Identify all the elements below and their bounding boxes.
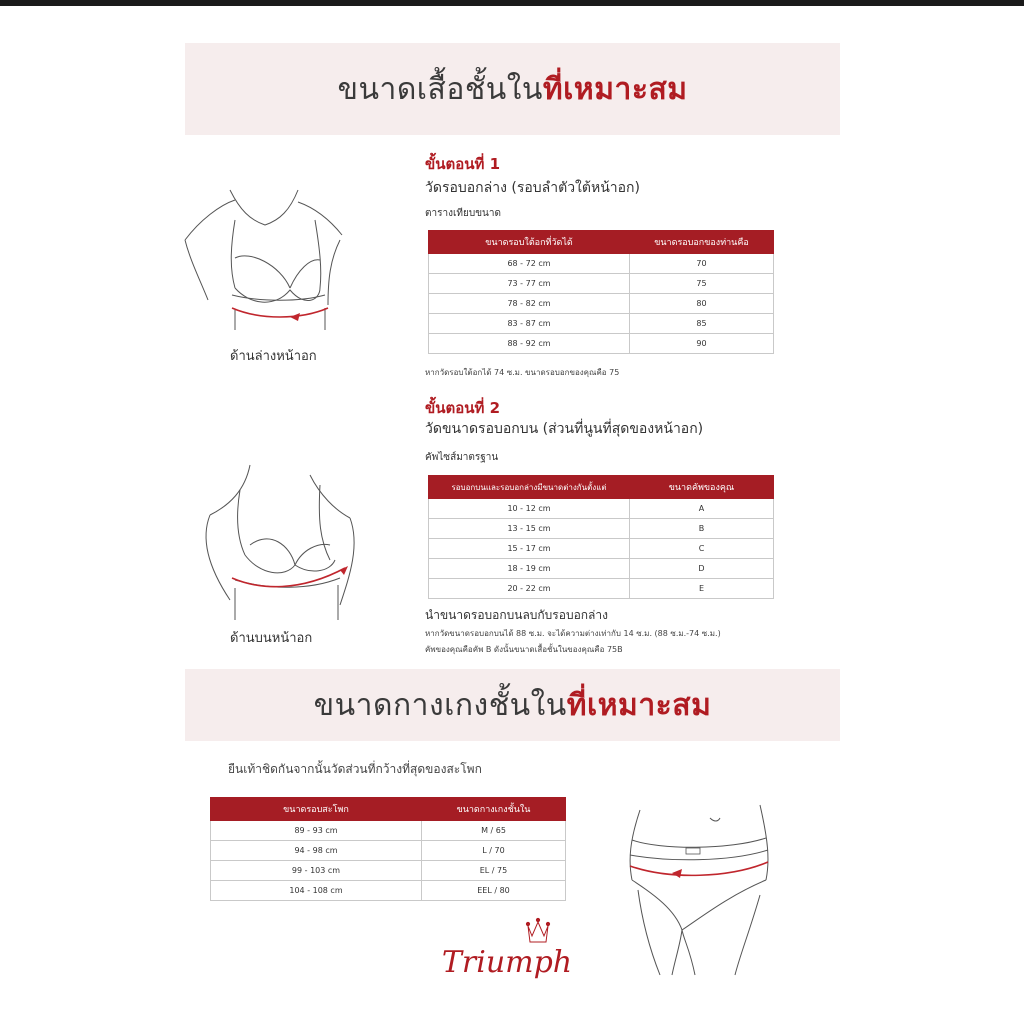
- table-cell: 104 - 108 cm: [211, 881, 422, 901]
- crown-icon: [526, 918, 549, 942]
- table-cell: 75: [630, 274, 774, 294]
- step2-note-title: นำขนาดรอบอกบนลบกับรอบอกล่าง: [425, 608, 608, 622]
- table-row: [211, 841, 566, 861]
- step1-note: หากวัดรอบใต้อกได้ 74 ซ.ม. ขนาดรอบอกของคุณคือ 75: [425, 368, 620, 377]
- table-cell: M / 65: [422, 821, 566, 841]
- table-cell: 10 - 12 cm: [429, 499, 630, 519]
- table-cell: 83 - 87 cm: [429, 314, 630, 334]
- table-header: ขนาดคัพของคุณ: [630, 476, 774, 499]
- table-cell: 89 - 93 cm: [211, 821, 422, 841]
- over-bust-caption: ด้านบนหน้าอก: [230, 631, 313, 646]
- table-cell: EEL / 80: [422, 881, 566, 901]
- table-cell: 18 - 19 cm: [429, 559, 630, 579]
- table-cell: 90: [630, 334, 774, 354]
- panty-banner-prefix: ขนาดกางเกงชั้นใน: [313, 687, 567, 723]
- table-row: [429, 519, 774, 539]
- panty-size-banner: [185, 669, 840, 741]
- table-cell: 85: [630, 314, 774, 334]
- brand-wordmark: Triumph: [441, 945, 573, 980]
- step2-note-line1: หากวัดขนาดรอบอกบนได้ 88 ซ.ม. จะได้ความต่างเท่ากับ 14 ซ.ม. (88 ซ.ม.-74 ซ.ม.): [425, 629, 721, 638]
- table-row: [429, 274, 774, 294]
- panty-measure-instruction: ยืนเท้าชิดกันจากนั้นวัดส่วนที่กว้างที่สุดของสะโพก: [228, 762, 482, 776]
- under-bust-illustration: [180, 180, 350, 340]
- table-cell: 94 - 98 cm: [211, 841, 422, 861]
- panty-banner-highlight: ที่เหมาะสม: [566, 687, 712, 723]
- table-header-row: [429, 231, 774, 254]
- table-row: [211, 881, 566, 901]
- step2-table-label: คัพไซส์มาตรฐาน: [425, 452, 499, 463]
- table-cell: 78 - 82 cm: [429, 294, 630, 314]
- bra-banner-highlight: ที่เหมาะสม: [542, 71, 688, 107]
- table-cell: 20 - 22 cm: [429, 579, 630, 599]
- table-cell: C: [630, 539, 774, 559]
- table-cell: B: [630, 519, 774, 539]
- table-cell: 73 - 77 cm: [429, 274, 630, 294]
- table-header: ขนาดรอบอกของท่านคือ: [630, 231, 774, 254]
- hip-size-table: [210, 797, 566, 901]
- table-cell: A: [630, 499, 774, 519]
- hip-illustration: [620, 800, 780, 980]
- step2-title: ขั้นตอนที่ 2: [425, 399, 501, 417]
- table-row: [211, 821, 566, 841]
- table-cell: EL / 75: [422, 861, 566, 881]
- table-cell: 99 - 103 cm: [211, 861, 422, 881]
- table-row: [429, 559, 774, 579]
- step2-subtitle: วัดขนาดรอบอกบน (ส่วนที่นูนที่สุดของหน้าอก): [425, 421, 704, 437]
- step2-note-line2: คัพของคุณคือคัพ B ดังนั้นขนาดเสื้อชั้นในของคุณคือ 75B: [425, 645, 623, 654]
- table-header: ขนาดกางเกงชั้นใน: [422, 798, 566, 821]
- table-row: [429, 539, 774, 559]
- bra-banner-prefix: ขนาดเสื้อชั้นใน: [337, 71, 543, 107]
- table-cell: D: [630, 559, 774, 579]
- table-cell: L / 70: [422, 841, 566, 861]
- band-size-table: [428, 230, 774, 354]
- table-header: ขนาดรอบสะโพก: [211, 798, 422, 821]
- under-bust-caption: ด้านล่างหน้าอก: [230, 349, 317, 364]
- step1-subtitle: วัดรอบอกล่าง (รอบลำตัวใต้หน้าอก): [425, 180, 640, 196]
- table-cell: E: [630, 579, 774, 599]
- table-row: [429, 334, 774, 354]
- table-cell: 68 - 72 cm: [429, 254, 630, 274]
- table-cell: 15 - 17 cm: [429, 539, 630, 559]
- step1-title: ขั้นตอนที่ 1: [425, 155, 501, 173]
- table-cell: 88 - 92 cm: [429, 334, 630, 354]
- table-header-row: [429, 476, 774, 499]
- top-border: [0, 0, 1024, 6]
- table-header: รอบอกบนและรอบอกล่างมีขนาดต่างกันตั้งแต่: [429, 476, 630, 499]
- table-row: [429, 254, 774, 274]
- over-bust-illustration: [190, 460, 365, 625]
- table-cell: 13 - 15 cm: [429, 519, 630, 539]
- bra-size-banner: [185, 43, 840, 135]
- table-header-row: [211, 798, 566, 821]
- step1-table-label: ตารางเทียบขนาด: [425, 208, 501, 219]
- table-cell: 80: [630, 294, 774, 314]
- table-row: [429, 499, 774, 519]
- table-row: [429, 579, 774, 599]
- table-cell: 70: [630, 254, 774, 274]
- table-row: [211, 861, 566, 881]
- table-row: [429, 294, 774, 314]
- cup-size-table: [428, 475, 774, 599]
- table-header: ขนาดรอบใต้อกที่วัดได้: [429, 231, 630, 254]
- table-row: [429, 314, 774, 334]
- brand-logo: [432, 912, 582, 992]
